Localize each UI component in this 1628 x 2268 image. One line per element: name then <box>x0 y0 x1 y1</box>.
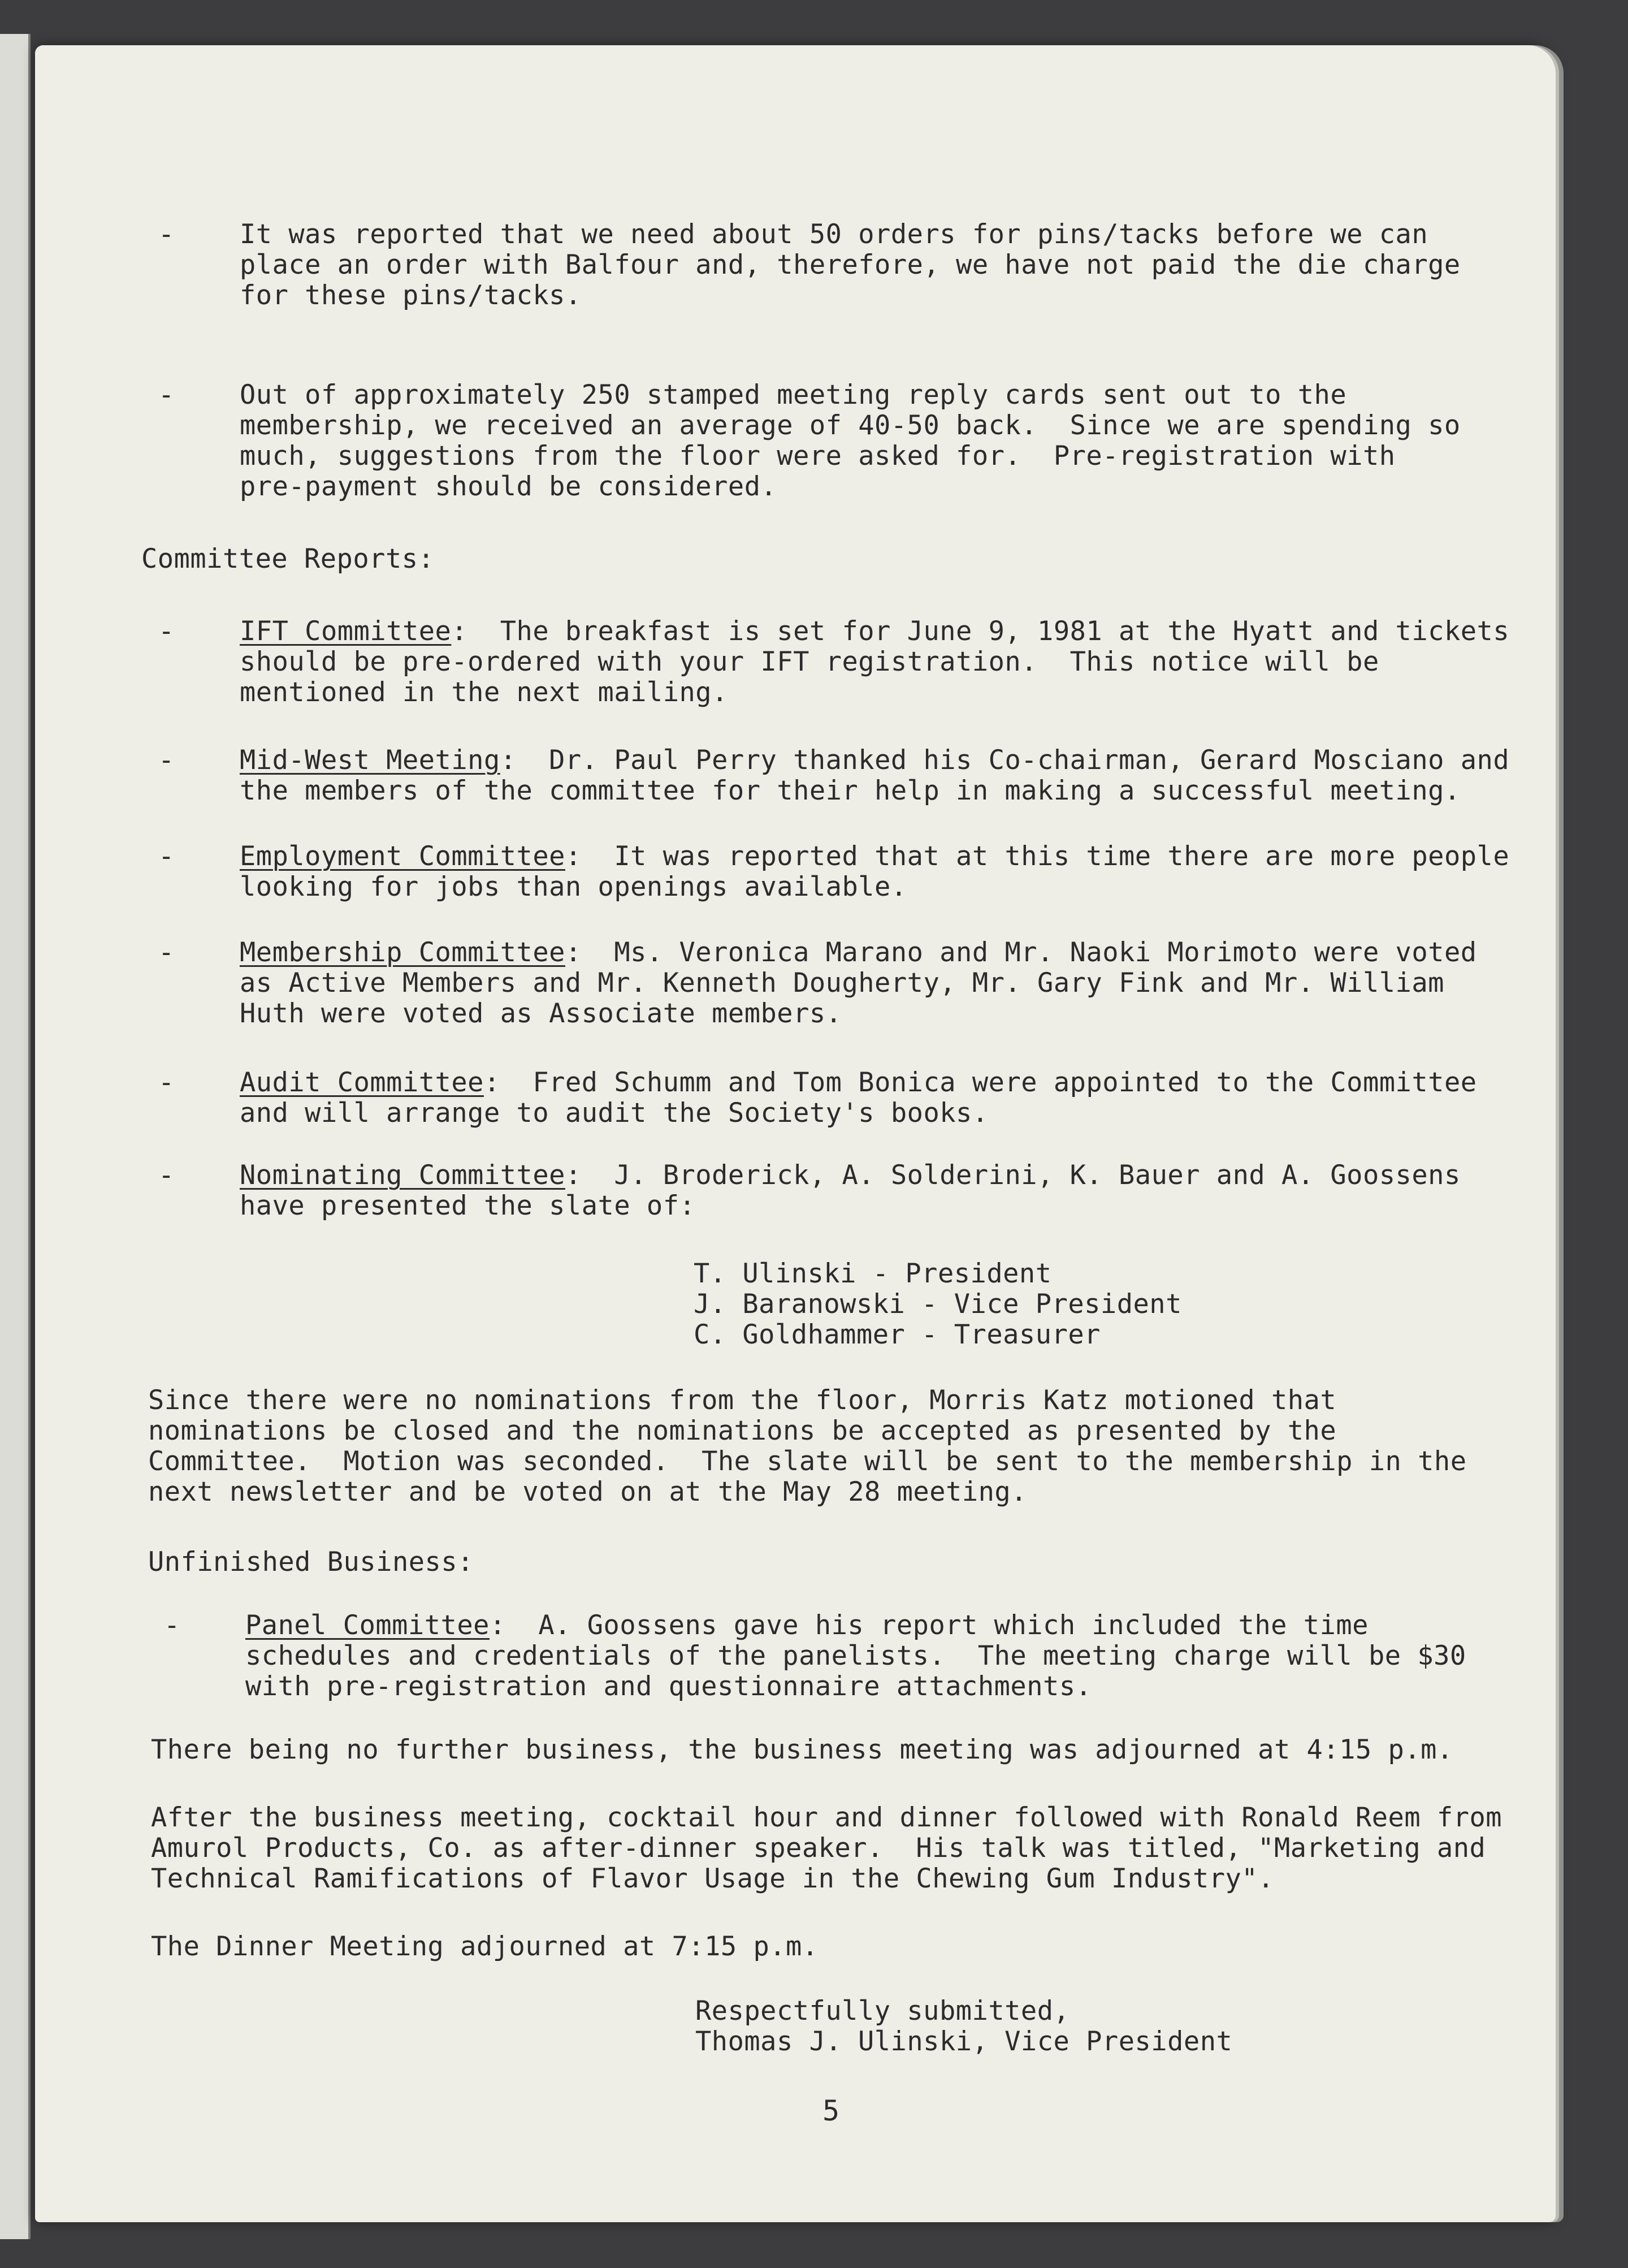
committee-reports-heading: Committee Reports: <box>141 543 435 574</box>
slate-president: T. Ulinski - President <box>694 1258 1052 1289</box>
employment-committee-line-2: looking for jobs than openings available. <box>240 871 907 902</box>
midwest-meeting-title: Mid-West Meeting <box>240 745 500 776</box>
ift-committee-line-3: mentioned in the next mailing. <box>240 677 728 708</box>
dinner-adjourned-line: The Dinner Meeting adjourned at 7:15 p.m. <box>151 1931 819 1962</box>
bullet-cards-line-4: pre-payment should be considered. <box>240 471 777 502</box>
audit-committee-line-1: Audit Committee: Fred Schumm and Tom Bonica were appointed to the Committee <box>240 1067 1477 1098</box>
midwest-meeting-line-2: the members of the committee for their help in making a successful meeting. <box>240 775 1461 806</box>
membership-committee-line-2: as Active Members and Mr. Kenneth Dougherty, Mr. Gary Fink and Mr. William <box>240 967 1444 999</box>
nominating-committee-line-2: have presented the slate of: <box>240 1190 696 1221</box>
employment-committee-line-1: Employment Committee: It was reported that at this time there are more people <box>240 841 1510 872</box>
document-page <box>35 45 1556 2222</box>
bullet-pins-line-3: for these pins/tacks. <box>240 280 582 311</box>
membership-committee-line-3: Huth were voted as Associate members. <box>240 998 842 1029</box>
bullet-dash: - <box>158 616 175 647</box>
after-meeting-line-3: Technical Ramifications of Flavor Usage in the Chewing Gum Industry". <box>151 1863 1274 1894</box>
slate-treasurer: C. Goldhammer - Treasurer <box>694 1319 1101 1350</box>
signature-name: Thomas J. Ulinski, Vice President <box>695 2026 1233 2057</box>
bullet-cards-line-3: much, suggestions from the floor were asked for. Pre-registration with <box>240 440 1396 472</box>
bullet-dash: - <box>158 937 175 968</box>
panel-committee-line-3: with pre-registration and questionnaire attachments. <box>245 1671 1092 1702</box>
nominating-committee-title: Nominating Committee <box>240 1160 565 1191</box>
nominations-paragraph-line-4: next newsletter and be voted on at the May 28 meeting. <box>148 1476 1028 1507</box>
bullet-cards-line-2: membership, we received an average of 40-50 back. Since we are spending so <box>240 410 1461 441</box>
bullet-dash: - <box>158 745 175 776</box>
bullet-cards-line-1: Out of approximately 250 stamped meeting reply cards sent out to the <box>240 379 1347 411</box>
ift-committee-line-1: IFT Committee: The breakfast is set for June 9, 1981 at the Hyatt and tickets <box>240 616 1510 647</box>
bullet-dash: - <box>158 1160 175 1191</box>
after-meeting-line-1: After the business meeting, cocktail hour and dinner followed with Ronald Reem from <box>151 1802 1503 1833</box>
bullet-pins-line-2: place an order with Balfour and, therefore, we have not paid the die charge <box>240 249 1461 280</box>
nominating-committee-line-1: Nominating Committee: J. Broderick, A. Solderini, K. Bauer and A. Goossens <box>240 1160 1461 1191</box>
audit-committee-title: Audit Committee <box>240 1067 484 1098</box>
page-number: 5 <box>822 2094 840 2127</box>
panel-committee-title: Panel Committee <box>245 1610 490 1641</box>
bullet-dash: - <box>158 1067 175 1098</box>
bullet-dash: - <box>158 379 175 411</box>
unfinished-business-heading: Unfinished Business: <box>148 1546 474 1578</box>
facing-page-edge <box>0 34 31 2239</box>
membership-committee-title: Membership Committee <box>240 937 565 968</box>
business-adjourned-line: There being no further business, the business meeting was adjourned at 4:15 p.m. <box>151 1734 1453 1765</box>
slate-vice-president: J. Baranowski - Vice President <box>694 1289 1182 1320</box>
bullet-dash: - <box>158 219 175 250</box>
nominations-paragraph-line-1: Since there were no nominations from the floor, Morris Katz motioned that <box>148 1385 1337 1416</box>
membership-committee-line-1: Membership Committee: Ms. Veronica Marano and Mr. Naoki Morimoto were voted <box>240 937 1477 968</box>
panel-committee-line-2: schedules and credentials of the panelists. The meeting charge will be $30 <box>245 1640 1466 1671</box>
bullet-pins-line-1: It was reported that we need about 50 orders for pins/tacks before we can <box>240 219 1428 250</box>
after-meeting-line-2: Amurol Products, Co. as after-dinner speaker. His talk was titled, "Marketing and <box>151 1833 1486 1864</box>
midwest-meeting-line-1: Mid-West Meeting: Dr. Paul Perry thanked his Co-chairman, Gerard Mosciano and <box>240 745 1510 776</box>
audit-committee-line-2: and will arrange to audit the Society's books. <box>240 1098 989 1129</box>
bullet-dash: - <box>158 841 175 872</box>
signature-closing: Respectfully submitted, <box>695 1995 1070 2027</box>
bullet-dash: - <box>164 1610 180 1641</box>
panel-committee-line-1: Panel Committee: A. Goossens gave his report which included the time <box>245 1610 1369 1641</box>
nominations-paragraph-line-3: Committee. Motion was seconded. The slate will be sent to the membership in the <box>148 1446 1467 1477</box>
ift-committee-line-2: should be pre-ordered with your IFT registration. This notice will be <box>240 646 1379 677</box>
nominations-paragraph-line-2: nominations be closed and the nominations be accepted as presented by the <box>148 1415 1337 1446</box>
employment-committee-title: Employment Committee <box>240 841 565 872</box>
ift-committee-title: IFT Committee <box>240 616 452 647</box>
